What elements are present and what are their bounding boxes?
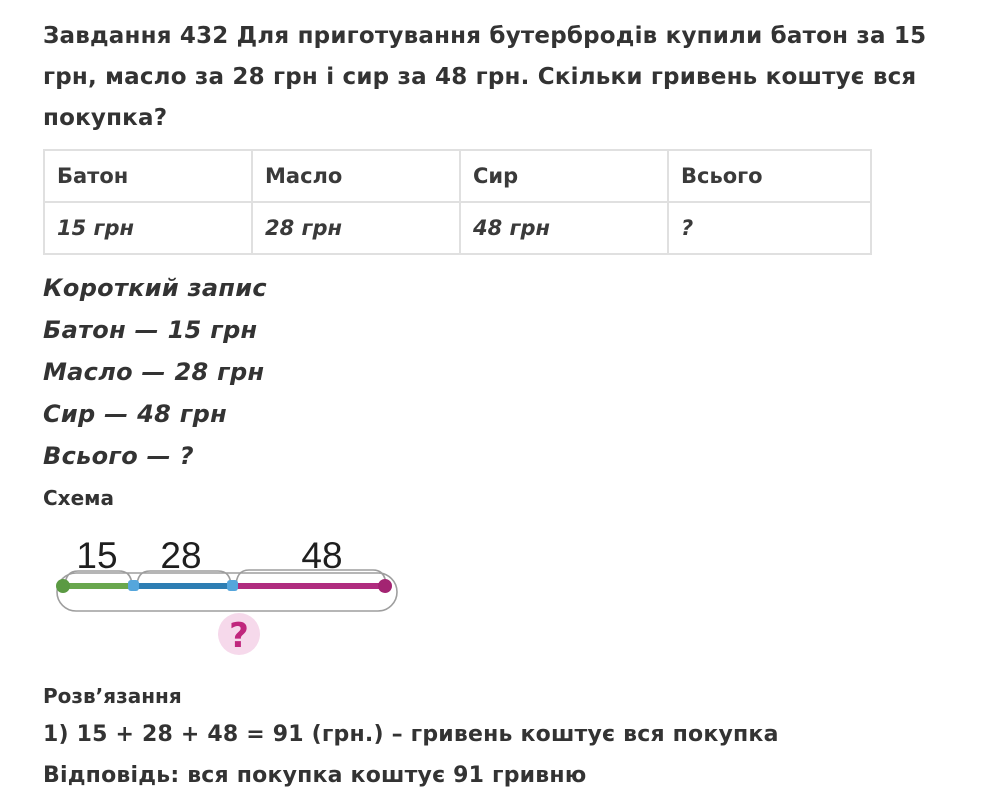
value-vsogo: ?: [668, 202, 871, 254]
col-header-vsogo: Всього: [668, 150, 871, 202]
col-header-maslo: Масло: [252, 150, 460, 202]
short-record-line-baton: Батон — 15 грн: [43, 316, 258, 344]
start-dot: [56, 579, 70, 593]
bar-model-diagram: [45, 523, 956, 672]
price-table: [43, 149, 872, 255]
col-header-syr: Сир: [460, 150, 668, 202]
segment-label-15: 15: [76, 535, 118, 576]
value-syr: 48 грн: [460, 202, 668, 254]
solution-answer: Відповідь: вся покупка коштує 91 гривню: [43, 763, 587, 788]
short-record-line-maslo: Масло — 28 грн: [43, 358, 265, 386]
price-table-value-row: [44, 202, 871, 254]
segment-label-48: 48: [301, 535, 343, 576]
value-baton: 15 грн: [44, 202, 252, 254]
short-record-heading: Короткий запис: [43, 274, 267, 302]
solution-section: [43, 678, 956, 796]
schema-heading: Схема: [43, 486, 114, 510]
value-maslo: 28 грн: [252, 202, 460, 254]
col-header-baton: Батон: [44, 150, 252, 202]
question-mark: ?: [229, 616, 249, 656]
junction-marker-2: [227, 580, 238, 591]
short-record-line-syr: Сир — 48 грн: [43, 400, 227, 428]
task-title: Завдання 432 Для приготування бутербродів купили батон за 15 грн, масло за 28 грн і сир за 48 грн. Скільки гривень коштує вся покупка?: [43, 23, 927, 131]
price-table-header-row: [44, 150, 871, 202]
end-dot: [378, 579, 392, 593]
junction-marker-1: [128, 580, 139, 591]
bar-model-svg: [45, 523, 455, 668]
segment-label-28: 28: [160, 535, 202, 576]
short-record-section: [43, 267, 956, 477]
total-capsule-outline: [57, 573, 397, 611]
solution-heading: Розв’язання: [43, 684, 182, 708]
solution-step: 1) 15 + 28 + 48 = 91 (грн.) – гривень коштує вся покупка: [43, 722, 779, 747]
short-record-line-vsogo: Всього — ?: [43, 442, 194, 470]
